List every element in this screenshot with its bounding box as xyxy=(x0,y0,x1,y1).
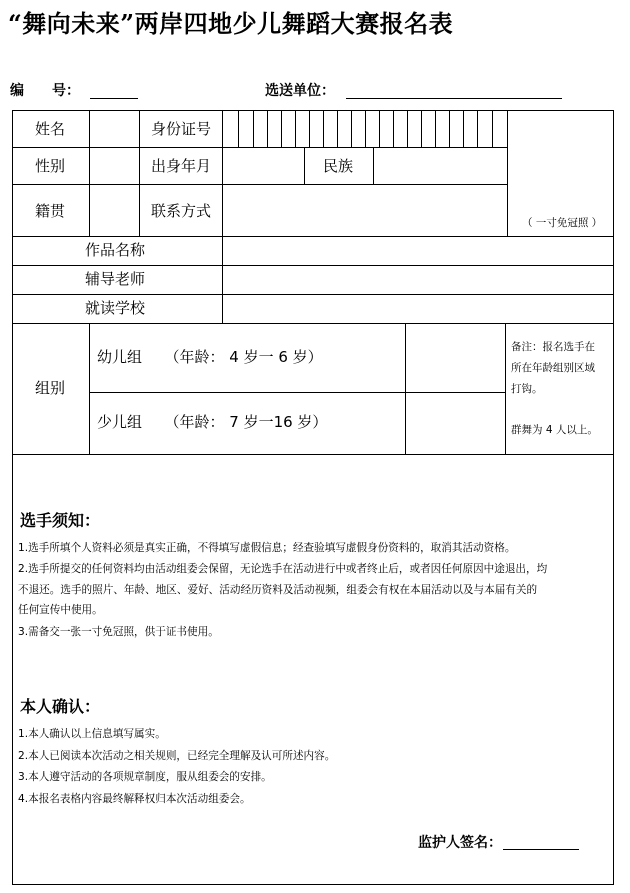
notice-line: 不退还。选手的照片、年龄、地区、爱好、活动经历资料及活动视频，组委会有权在本届活动以及与本届有关的 xyxy=(18,584,538,596)
unit-field[interactable] xyxy=(346,80,562,99)
number-label: 编 号： xyxy=(10,83,80,99)
tutor-label: 辅导老师 xyxy=(85,270,146,288)
confirm-line: 4.本报名表格内容最终解释权归本次活动组委会。 xyxy=(18,793,251,805)
form-title: “舞向未来”两岸四地少儿舞蹈大赛报名表 xyxy=(8,9,454,38)
remark-line-3: 打钩。 xyxy=(511,383,543,395)
native-place-label: 籍贯 xyxy=(35,202,66,220)
guardian-signature-field[interactable] xyxy=(503,831,579,850)
school-label: 就读学校 xyxy=(85,299,146,317)
number-field[interactable] xyxy=(90,80,138,99)
notice-line: 1.选手所填个人资料必须是真实正确，不得填写虚假信息；经查验填写虚假身份资料的，取消其活动资格。 xyxy=(18,542,516,554)
contact-label: 联系方式 xyxy=(151,202,212,220)
id-number-label: 身份证号 xyxy=(151,120,212,138)
work-name-label: 作品名称 xyxy=(85,241,146,259)
unit-label: 选送单位： xyxy=(265,83,335,99)
remark-group-dance: 群舞为 4 人以上。 xyxy=(511,424,598,436)
group-kindergarten: 幼儿组 （年龄： 4 岁一 6 岁） xyxy=(97,348,323,366)
ethnicity-label: 民族 xyxy=(323,157,354,175)
photo-note: （ 一寸免冠照 ） xyxy=(522,217,603,229)
remark-line-2: 所在年龄组别区域 xyxy=(511,362,595,374)
guardian-signature-label: 监护人签名： xyxy=(418,835,502,851)
notice-line: 3.需备交一张一寸免冠照，供于证书使用。 xyxy=(18,626,219,638)
notice-line: 2.选手所提交的任何资料均由活动组委会保留，无论选手在活动进行中或者终止后，或者因任何原因中途退出，均 xyxy=(18,563,548,575)
confirm-line: 2.本人已阅读本次活动之相关规则，已经完全理解及认可所述内容。 xyxy=(18,750,336,762)
confirm-title: 本人确认： xyxy=(20,697,101,716)
birth-label: 出身年月 xyxy=(151,157,212,175)
confirm-line: 3.本人遵守活动的各项规章制度，服从组委会的安排。 xyxy=(18,771,272,783)
remark-line-1: 备注：报名选手在 xyxy=(511,341,595,353)
notice-line: 任何宣传中使用。 xyxy=(18,604,103,616)
notice-title: 选手须知： xyxy=(20,511,101,530)
group-children: 少儿组 （年龄： 7 岁一16 岁） xyxy=(97,413,328,431)
registration-table xyxy=(12,110,614,885)
confirm-line: 1.本人确认以上信息填写属实。 xyxy=(18,728,166,740)
group-label: 组别 xyxy=(35,379,66,397)
name-label: 姓名 xyxy=(35,120,66,138)
gender-label: 性别 xyxy=(35,157,66,175)
